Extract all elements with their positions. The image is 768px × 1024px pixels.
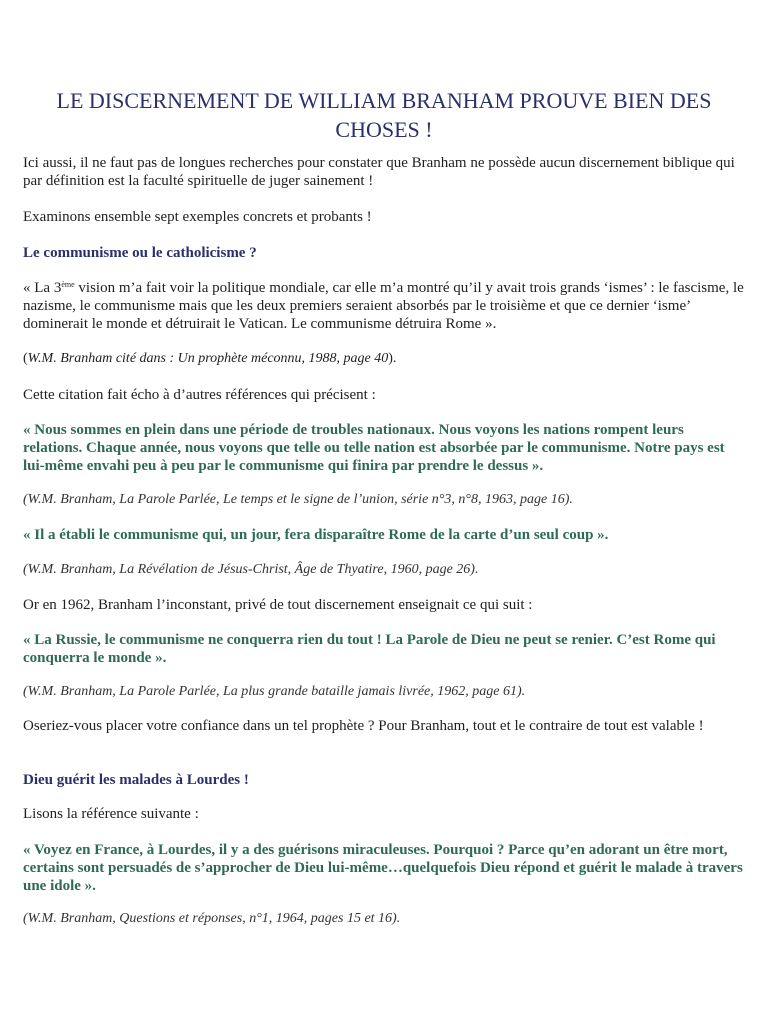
citation-3: (W.M. Branham, La Révélation de Jésus-Christ, Âge de Thyatire, 1960, page 26). [23,562,479,577]
quote-voyez-en-france: « Voyez en France, à Lourdes, il y a des guérisons miraculeuses. Pourquoi ? Parce qu’en adorant un être mort, certains sont persuadés de s’approcher de Dieu lui-même…quelquefois Dieu répond et guérit le malade à travers une idole ». [23,842,743,894]
or-1962-paragraph: Or en 1962, Branham l’inconstant, privé de tout discernement enseignait ce qui suit : [23,597,533,613]
citation-1-text: W.M. Branham cité dans : Un prophète méconnu, 1988, page 40 [27,351,389,366]
vision-quote-start: « La 3 [23,280,62,296]
intro-paragraph: Ici aussi, il ne faut pas de longues recherches pour constater que Branham ne possède aucun discernement biblique qui par définition est la faculté spirituelle de juger sainement ! [23,155,735,189]
citation-1-close: ). [388,351,397,366]
citation-5: (W.M. Branham, Questions et réponses, n°1, 1964, pages 15 et 16). [23,911,401,926]
quote-la-russie: « La Russie, le communisme ne conquerra rien du tout ! La Parole de Dieu ne peut se renier. C’est Rome qui conquerra le monde ». [23,632,716,666]
echo-paragraph: Cette citation fait écho à d’autres références qui précisent : [23,387,376,403]
quote-il-a-etabli: « Il a établi le communisme qui, un jour, fera disparaître Rome de la carte d’un seul coup ». [23,527,609,543]
vision-quote-superscript: ème [61,280,75,289]
vision-quote-rest: vision m’a fait voir la politique mondiale, car elle m’a montré qu’il y avait trois grands ‘ismes’ : le fascisme, le nazisme, le communisme mais que les deux premiers seraient absorbés par le troisième et que ce dernier ‘isme’ dominerait le monde et détruirait le Vatican. Le communisme détruira Rome ». [23,280,744,332]
vision-quote-paragraph [23,279,745,333]
examinons-paragraph: Examinons ensemble sept exemples concrets et probants ! [23,209,372,225]
citation-2: (W.M. Branham, La Parole Parlée, Le temps et le signe de l’union, série n°3, n°8, 1963, page 16). [23,492,573,507]
lisons-paragraph: Lisons la référence suivante : [23,806,199,822]
section-heading-lourdes: Dieu guérit les malades à Lourdes ! [23,772,249,788]
page-title: LE DISCERNEMENT DE WILLIAM BRANHAM PROUVE BIEN DES CHOSES ! [56,88,712,142]
citation-4: (W.M. Branham, La Parole Parlée, La plus grande bataille jamais livrée, 1962, page 61). [23,684,526,699]
section-heading-communisme: Le communisme ou le catholicisme ? [23,245,257,261]
oseriez-paragraph: Oseriez-vous placer votre confiance dans un tel prophète ? Pour Branham, tout et le contraire de tout est valable ! [23,718,704,734]
citation-1-open: ( [23,351,28,366]
citation-1 [23,350,745,368]
quote-nous-sommes: « Nous sommes en plein dans une période de troubles nationaux. Nous voyons les nations rompent leurs relations. Chaque année, nous voyons que telle ou telle nation est absorbée par le communisme. Notre pays est lui-même envahi peu à peu par le communisme qui finira par prendre le dessus ». [23,422,725,474]
